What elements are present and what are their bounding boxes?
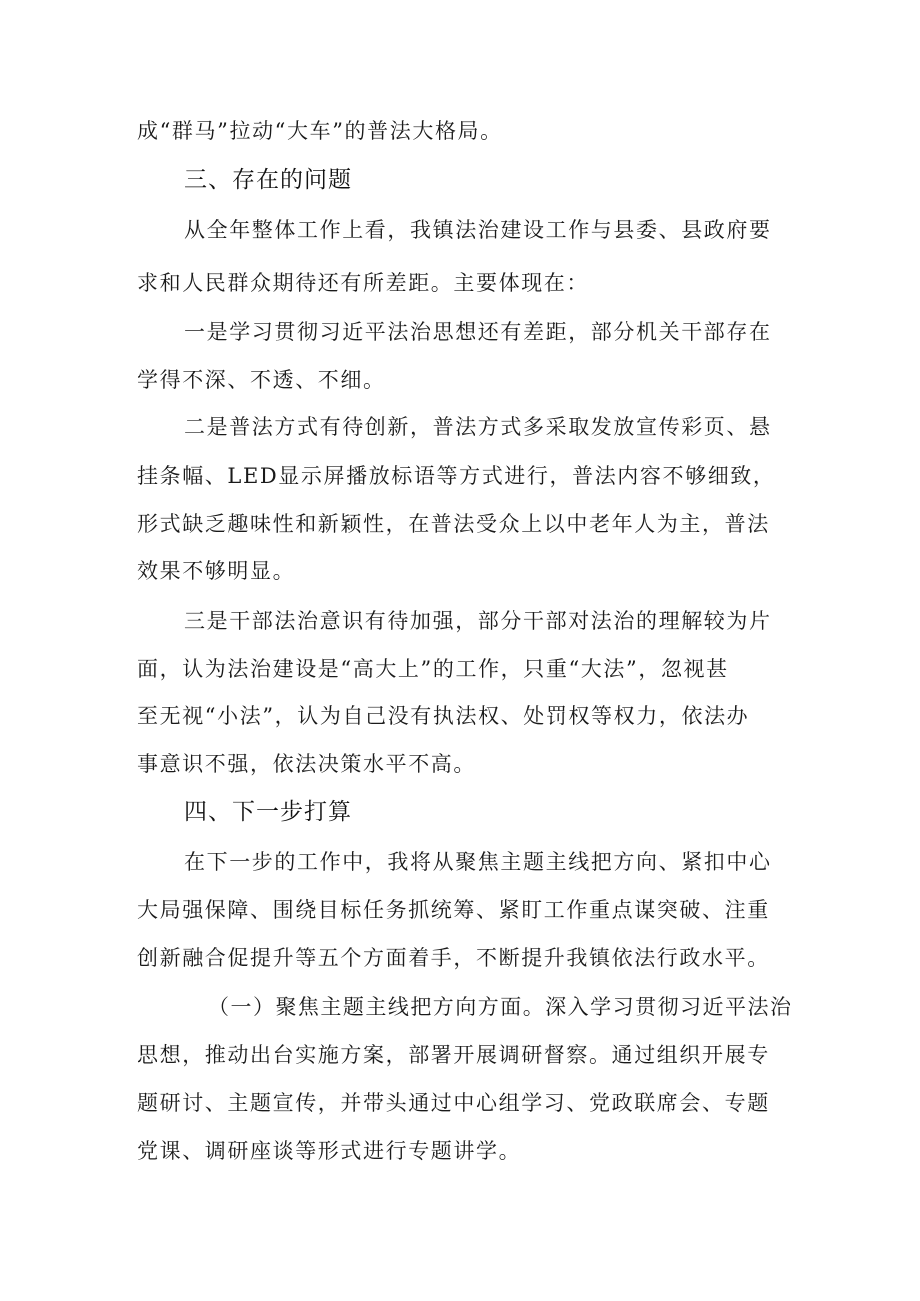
paragraph-line: 二是普法方式有待创新，普法方式多采取发放宣传彩页、悬 (184, 415, 772, 439)
section-heading-problems: 三、存在的问题 (184, 167, 352, 193)
paragraph-line: 形式缺乏趣味性和新颖性，在普法受众上以中老年人为主，普法 (137, 512, 770, 536)
paragraph-line: 在下一步的工作中，我将从聚焦主题主线把方向、紧扣中心 (184, 850, 772, 874)
paragraph-line: 至无视“小法”，认为自己没有执法权、处罚权等权力，依法办 (137, 704, 750, 728)
paragraph-line: 思想，推动出台实施方案，部署开展调研督察。通过组织开展专 (137, 1043, 770, 1067)
paragraph-line: 三是干部法治意识有待加强，部分干部对法治的理解较为片 (184, 609, 772, 633)
paragraph-line: （一）聚焦主题主线把方向方面。深入学习贯彻习近平法治 (208, 995, 793, 1019)
paragraph-line: 求和人民群众期待还有所差距。主要体现在： (137, 271, 589, 295)
paragraph-line: 创新融合促提升等五个方面着手，不断提升我镇依法行政水平。 (137, 946, 770, 970)
paragraph-line: 挂条幅、LED显示屏播放标语等方式进行，普法内容不够细致， (137, 464, 776, 488)
paragraph-line: 题研讨、主题宣传，并带头通过中心组学习、党政联席会、专题 (137, 1091, 770, 1115)
paragraph-line: 一是学习贯彻习近平法治思想还有差距，部分机关干部存在 (184, 320, 772, 344)
paragraph-line: 面，认为法治建设是“高大上”的工作，只重“大法”，忽视甚 (137, 657, 729, 681)
paragraph-line: 效果不够明显。 (137, 559, 296, 583)
paragraph-line: 事意识不强，依法决策水平不高。 (137, 752, 476, 776)
paragraph-line: 从全年整体工作上看，我镇法治建设工作与县委、县政府要 (184, 218, 772, 242)
paragraph-line: 成“群马”拉动“大车”的普法大格局。 (137, 119, 503, 143)
paragraph-line: 大局强保障、围绕目标任务抓统筹、紧盯工作重点谋突破、注重 (137, 898, 770, 922)
section-heading-next-steps: 四、下一步打算 (184, 799, 352, 825)
paragraph-line: 学得不深、不透、不细。 (137, 368, 386, 392)
paragraph-line: 党课、调研座谈等形式进行专题讲学。 (137, 1139, 522, 1163)
